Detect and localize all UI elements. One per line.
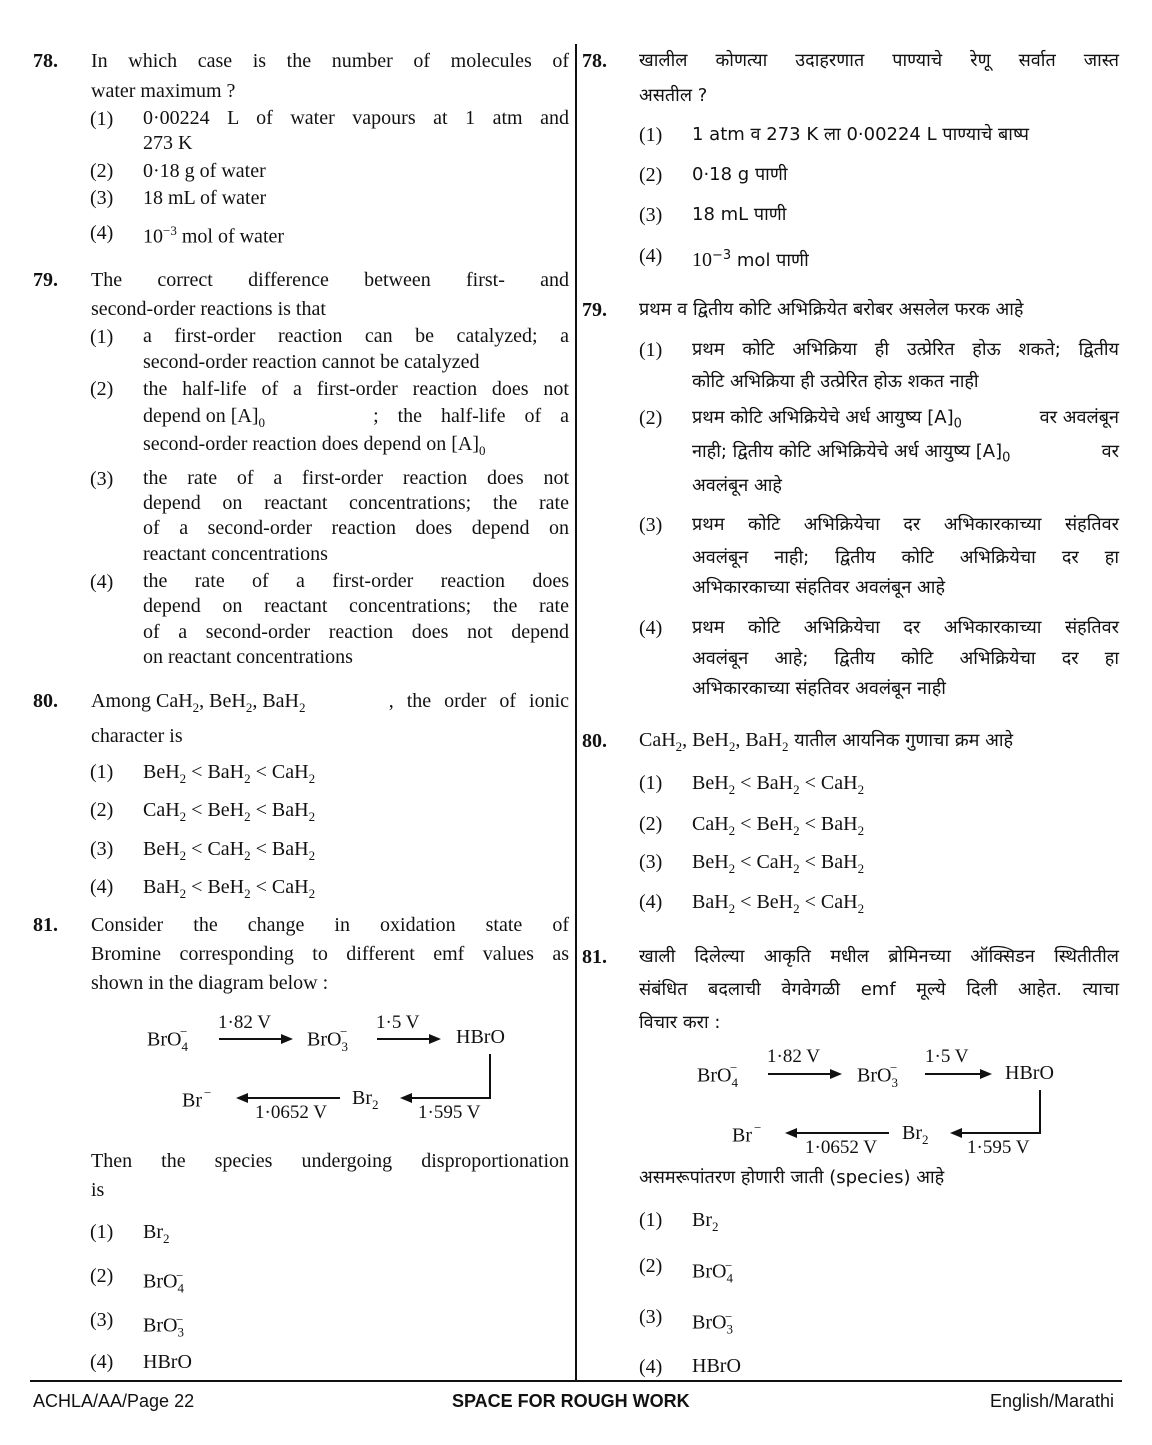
option-text: $Br_2$ [143, 1221, 170, 1246]
question-number: 78. [582, 50, 607, 72]
arrow-head [785, 1128, 797, 1138]
question-stem: character is [91, 725, 183, 747]
option-text: 0·18 g of water [143, 160, 266, 182]
arrow-right [768, 1073, 830, 1075]
option-number: (1) [90, 326, 114, 348]
emf-label: 1·0652 V [805, 1137, 877, 1158]
arrow-right [377, 1038, 429, 1040]
question-stem: second-order reactions is that [91, 298, 326, 320]
option-text: अवलंबून आहे [692, 475, 782, 496]
footer-rule [30, 1380, 1122, 1382]
option-text: HBrO [143, 1351, 192, 1373]
option-text: the rate of a first-order reaction does [143, 570, 569, 592]
arrow-left [962, 1132, 1041, 1134]
arrow-left [248, 1097, 340, 1099]
option-number: (3) [639, 204, 663, 226]
option-text: 18 mL of water [143, 187, 267, 209]
option-text: a first-order reaction can be catalyzed; a [143, 325, 569, 347]
question-number: 79. [33, 269, 58, 291]
option-number: (2) [639, 813, 663, 835]
question-stem: संबंधित बदलाची वेगवेगळी emf मूल्ये दिली आहेत. त्याचा [639, 979, 1119, 1000]
arrow-head [950, 1128, 962, 1138]
option-number: (4) [90, 222, 114, 244]
emf-label: 1·595 V [418, 1102, 481, 1123]
option-number: (4) [90, 571, 114, 593]
option-text: the rate of a first-order reaction does not [143, 467, 569, 489]
option-text: depend on reactant concentrations; the rate [143, 492, 569, 514]
option-text: BeH$_2$ < CaH$_2$ < BaH$_2$ [692, 851, 865, 876]
option-number: (2) [639, 1255, 663, 1277]
option-text: second-order reaction does depend on $[A]_0$ [143, 433, 486, 458]
option-number: (2) [90, 160, 114, 182]
question-stem: Bromine corresponding to different emf values as [91, 943, 569, 965]
species-hbro: HBrO [456, 1026, 505, 1048]
language-label: English/Marathi [990, 1391, 1115, 1411]
option-text: अभिकारकाच्या संहतिवर अवलंबून नाही [692, 678, 946, 699]
question-stem: Then the species undergoing disproportionation [91, 1150, 569, 1172]
option-number: (1) [90, 761, 114, 783]
option-number: (4) [639, 1356, 663, 1378]
species-br-minus: Br − [732, 1120, 762, 1147]
option-text: on reactant concentrations [143, 646, 353, 668]
emf-label: 1·82 V [767, 1046, 820, 1067]
question-stem: असतील ? [639, 85, 708, 106]
column-divider [575, 44, 577, 1380]
option-text: BeH$_2$ < CaH$_2$ < BaH$_2$ [143, 838, 316, 863]
option-text: reactant concentrations [143, 543, 328, 565]
option-text: of a second-order reaction does not depend [143, 621, 569, 643]
option-text: BrO$_4$− [692, 1258, 733, 1286]
arrow-head [429, 1034, 441, 1044]
emf-label: 1·595 V [967, 1137, 1030, 1158]
option-text: कोटि अभिक्रिया ही उत्प्रेरित होऊ शकत नाही [692, 371, 979, 392]
question-stem: is [91, 1179, 105, 1201]
option-number: (3) [90, 187, 114, 209]
option-number: (2) [639, 164, 663, 186]
option-text: BaH$_2$ < BeH$_2$ < CaH$_2$ [692, 891, 865, 916]
option-text: BrO$_3$− [692, 1309, 733, 1337]
question-stem: Consider the change in oxidation state of [91, 914, 569, 936]
option-number: (4) [639, 245, 663, 267]
option-number: (4) [639, 891, 663, 913]
arrow-right [219, 1038, 281, 1040]
option-text: BrO$_4$− [143, 1268, 184, 1296]
question-stem: खालील कोणत्या उदाहरणात पाण्याचे रेणू सर्वात जास्त [639, 50, 1119, 71]
question-stem: प्रथम व द्वितीय कोटि अभिक्रियेत बरोबर असलेल फरक आहे [639, 299, 1024, 320]
option-number: (1) [639, 339, 663, 361]
option-text: प्रथम कोटि अभिक्रियेचे अर्ध आयुष्य $[A]_0$ वर अवलंबून [692, 407, 1119, 432]
question-stem: water maximum ? [91, 80, 236, 102]
species-bro3: BrO$_3$− [857, 1060, 898, 1090]
option-number: (1) [90, 1221, 114, 1243]
rough-work-label: SPACE FOR ROUGH WORK [452, 1391, 690, 1411]
option-number: (2) [90, 378, 114, 400]
question-stem: खाली दिलेल्या आकृति मधील ब्रोमिनच्या ऑक्सिडन स्थितीतील [639, 946, 1119, 967]
species-br2: $Br_2$ [902, 1122, 929, 1147]
option-number: (2) [90, 1265, 114, 1287]
question-number: 80. [33, 690, 58, 712]
option-text: 0·18 g पाणी [692, 164, 788, 185]
arrow-head [830, 1069, 842, 1079]
option-text: अवलंबून आहे; द्वितीय कोटि अभिक्रियेचा दर हा [692, 648, 1119, 669]
option-text: BrO$_3$− [143, 1312, 184, 1340]
arrow-head [236, 1093, 248, 1103]
question-stem: In which case is the number of molecules of [91, 50, 569, 72]
option-number: (3) [90, 1309, 114, 1331]
option-text: अभिकारकाच्या संहतिवर अवलंबून आहे [692, 577, 945, 598]
option-number: (3) [639, 514, 663, 536]
question-number: 81. [582, 946, 607, 968]
species-br2: $Br_2$ [352, 1087, 379, 1112]
question-number: 78. [33, 50, 58, 72]
option-number: (3) [90, 838, 114, 860]
option-text: second-order reaction cannot be catalyzed [143, 351, 480, 373]
species-bro4: BrO$_4$− [697, 1060, 738, 1090]
species-hbro: HBrO [1005, 1062, 1054, 1084]
option-number: (1) [90, 108, 114, 130]
connector-line [1039, 1090, 1041, 1133]
question-number: 81. [33, 914, 58, 936]
option-text: depend on reactant concentrations; the rate [143, 595, 569, 617]
option-text: depend on $[A]_0$ ; the half-life of a [143, 405, 569, 430]
species-bro3: BrO$_3$− [307, 1024, 348, 1054]
emf-label: 1·82 V [218, 1012, 271, 1033]
option-text: नाही; द्वितीय कोटि अभिक्रियेचे अर्ध आयुष्य $[A]_0$ वर [692, 441, 1119, 466]
option-text: HBrO [692, 1355, 741, 1377]
option-number: (1) [639, 1209, 663, 1231]
option-number: (3) [639, 851, 663, 873]
option-text: 18 mL पाणी [692, 204, 787, 225]
option-number: (2) [90, 799, 114, 821]
option-text: BaH$_2$ < BeH$_2$ < CaH$_2$ [143, 876, 316, 901]
option-text: प्रथम कोटि अभिक्रिया ही उत्प्रेरित होऊ शकते; द्वितीय [692, 339, 1119, 360]
question-stem: shown in the diagram below : [91, 972, 329, 994]
option-text: the half-life of a first-order reaction does not [143, 378, 569, 400]
emf-label: 1·5 V [376, 1012, 420, 1033]
option-number: (4) [639, 617, 663, 639]
question-number: 80. [582, 730, 607, 752]
emf-label: 1·0652 V [255, 1102, 327, 1123]
option-text: BeH$_2$ < BaH$_2$ < CaH$_2$ [692, 772, 865, 797]
arrow-head [400, 1093, 412, 1103]
question-stem: विचार करा : [639, 1012, 721, 1033]
arrow-left [797, 1132, 889, 1134]
option-text: 1 atm व 273 K ला 0·00224 L पाण्याचे बाष्प [692, 124, 1029, 145]
option-number: (2) [639, 407, 663, 429]
option-text: 0·00224 L of water vapours at 1 atm and [143, 107, 569, 129]
option-number: (4) [90, 876, 114, 898]
species-br-minus: Br − [182, 1085, 212, 1112]
option-text: अवलंबून नाही; द्वितीय कोटि अभिक्रियेचा दर हा [692, 547, 1119, 568]
option-text: $Br_2$ [692, 1209, 719, 1234]
emf-label: 1·5 V [925, 1046, 969, 1067]
option-text: 273 K [143, 132, 193, 154]
question-stem: The correct difference between first- and [91, 269, 569, 291]
question-stem: Among CaH$_2$, BeH$_2$, BaH$_2$ , the order of ionic [91, 690, 569, 715]
option-number: (3) [90, 468, 114, 490]
arrow-head [281, 1034, 293, 1044]
question-stem: CaH$_2$, BeH$_2$, BaH$_2$ यातील आयनिक गुणाचा क्रम आहे [639, 729, 1014, 754]
species-bro4: BrO$_4$− [147, 1024, 188, 1054]
option-number: (1) [639, 772, 663, 794]
option-number: (4) [90, 1351, 114, 1373]
option-text: CaH$_2$ < BeH$_2$ < BaH$_2$ [692, 813, 865, 838]
question-stem: असमरूपांतरण होणारी जाती (species) आहे [639, 1167, 945, 1188]
option-text: $10^{-3}$ mol पाणी [692, 248, 809, 271]
question-number: 79. [582, 299, 607, 321]
arrow-right [925, 1073, 980, 1075]
option-text: $10^{-3}$ mol of water [143, 223, 285, 248]
option-text: CaH$_2$ < BeH$_2$ < BaH$_2$ [143, 799, 316, 824]
option-text: of a second-order reaction does depend on [143, 517, 569, 539]
option-text: प्रथम कोटि अभिक्रियेचा दर अभिकारकाच्या संहतिवर [692, 617, 1119, 638]
option-text: BeH$_2$ < BaH$_2$ < CaH$_2$ [143, 761, 316, 786]
connector-line [489, 1054, 491, 1098]
page-id: ACHLA/AA/Page 22 [33, 1391, 195, 1411]
option-number: (3) [639, 1306, 663, 1328]
arrow-head [980, 1069, 992, 1079]
option-text: प्रथम कोटि अभिक्रियेचा दर अभिकारकाच्या संहतिवर [692, 514, 1119, 535]
arrow-left [412, 1097, 491, 1099]
option-number: (1) [639, 124, 663, 146]
